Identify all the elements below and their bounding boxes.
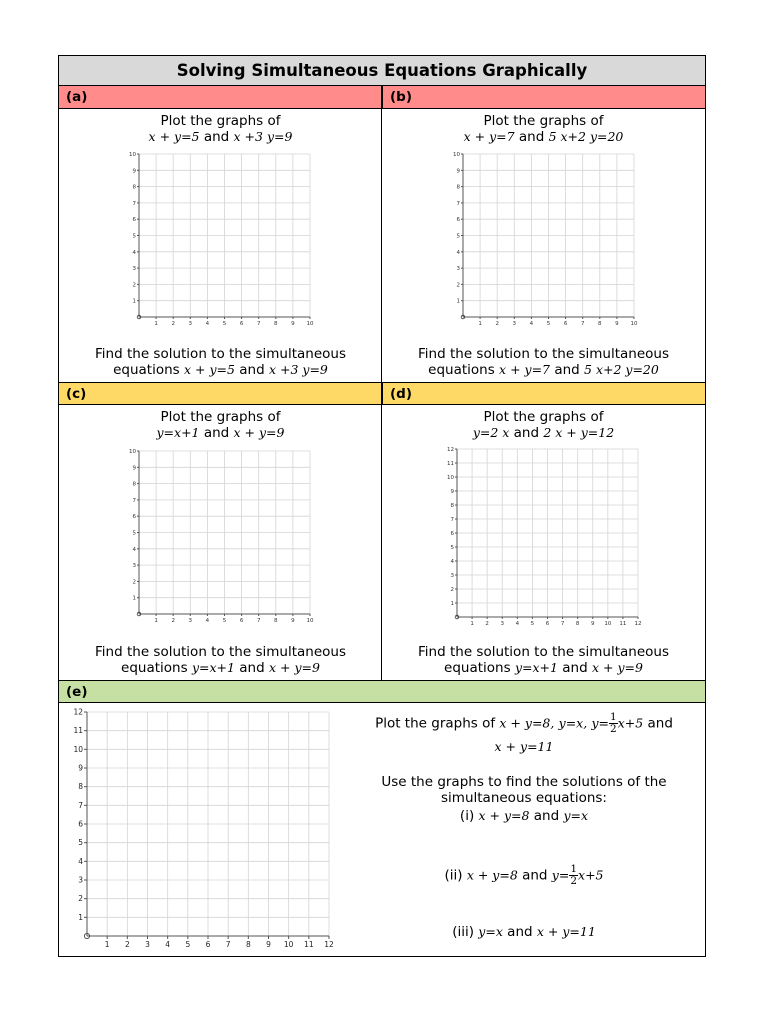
question-i-label: (i)	[459, 808, 475, 824]
x-tick-label: 9	[291, 321, 295, 327]
part-a-find-eq1: x + y=5	[184, 362, 235, 377]
x-tick-label: 7	[256, 618, 261, 624]
part-e-use-line1: Use the graphs to find the solutions of the	[381, 774, 667, 790]
part-b-find-and: and	[554, 362, 580, 378]
part-e-use-text	[344, 774, 704, 806]
question-ii-and: and	[522, 867, 548, 884]
x-tick-label: 2	[485, 621, 489, 627]
part-c-find-line1: Find the solution to the simultaneous	[95, 644, 346, 660]
part-b-graph	[453, 152, 638, 327]
y-tick-label: 4	[456, 249, 460, 256]
x-tick-label: 2	[124, 940, 130, 949]
part-d-eq1: y=2 x	[472, 425, 510, 440]
part-d-find-line1: Find the solution to the simultaneous	[418, 644, 669, 660]
part-e-plot-prefix: Plot the graphs of	[375, 715, 496, 732]
y-tick-label: 8	[450, 503, 454, 509]
x-tick-label: 8	[575, 621, 580, 627]
x-tick-label: 5	[546, 321, 551, 327]
y-tick-label: 3	[132, 266, 136, 273]
y-tick-label: 10	[453, 152, 460, 158]
part-c-and: and	[203, 425, 230, 441]
x-tick-label: 2	[495, 321, 499, 327]
question-i-and: and	[533, 808, 560, 824]
x-tick-label: 5	[530, 621, 535, 627]
question-iii-label: (iii)	[452, 924, 474, 940]
x-tick-label: 6	[545, 621, 550, 627]
part-d-plot-prefix: Plot the graphs of	[483, 409, 604, 425]
y-tick-label: 9	[450, 489, 454, 495]
y-tick-label: 5	[78, 838, 83, 848]
y-tick-label: 9	[132, 168, 136, 175]
x-tick-label: 4	[205, 321, 210, 327]
x-tick-label: 7	[580, 321, 585, 327]
question-ii-eq1: x + y=8	[466, 867, 518, 883]
question-ii-eq2-rhs: x+5	[578, 867, 604, 883]
y-tick-label: 7	[132, 200, 136, 207]
x-tick-label: 12	[324, 940, 334, 949]
part-d-find-eq2: x + y=9	[591, 660, 643, 675]
label-c: (c)	[59, 382, 382, 405]
part-b-find-text	[382, 346, 705, 378]
part-c-plot-text	[59, 409, 382, 441]
part-c-eq2: x + y=9	[233, 425, 285, 440]
part-e-plot-text	[344, 712, 704, 757]
x-tick-label: 1	[154, 321, 158, 327]
x-tick-label: 10	[283, 940, 294, 949]
x-tick-label: 10	[604, 621, 612, 627]
x-tick-label: 4	[529, 321, 534, 327]
y-tick-label: 6	[132, 217, 136, 224]
x-tick-label: 6	[563, 321, 568, 327]
label-b: (b)	[382, 86, 705, 109]
part-e-eq-b: y=x,	[558, 715, 588, 731]
part-b-find-prefix: equations	[428, 362, 495, 378]
x-tick-label: 3	[188, 618, 193, 624]
part-e-question-iii	[344, 924, 704, 940]
question-ii-eq2-lhs: y=	[551, 867, 570, 883]
part-a-find-prefix: equations	[113, 362, 180, 378]
x-tick-label: 1	[154, 618, 158, 624]
x-tick-label: 4	[515, 621, 520, 627]
x-tick-label: 7	[225, 940, 231, 949]
fraction-denominator: 2	[610, 723, 617, 735]
x-tick-label: 9	[615, 321, 619, 327]
x-tick-label: 10	[306, 321, 314, 327]
part-b-eq2: 5 x+2 y=20	[548, 129, 624, 144]
part-d-find-eq1: y=x+1	[514, 660, 558, 675]
y-tick-label: 2	[78, 894, 83, 904]
part-c-graph	[129, 449, 314, 624]
y-tick-label: 6	[450, 531, 454, 537]
part-a-find-eq2: x +3 y=9	[268, 362, 328, 377]
question-iii-eq2: x + y=11	[536, 924, 596, 939]
part-d-plot-text	[382, 409, 705, 441]
y-tick-label: 4	[132, 546, 136, 553]
part-c-find-eq1: y=x+1	[191, 660, 235, 675]
x-tick-label: 10	[306, 618, 314, 624]
worksheet-title: Solving Simultaneous Equations Graphically	[59, 56, 705, 86]
y-tick-label: 8	[132, 184, 136, 191]
x-tick-label: 7	[560, 621, 565, 627]
y-tick-label: 9	[78, 763, 83, 773]
column-divider	[381, 86, 382, 680]
part-e-eq-c-fraction	[609, 712, 618, 735]
part-a-eq1: x + y=5	[148, 129, 200, 144]
fraction-denominator: 2	[570, 875, 578, 887]
x-tick-label: 7	[256, 321, 261, 327]
x-tick-label: 5	[222, 321, 227, 327]
part-d-graph	[447, 447, 642, 627]
y-tick-label: 5	[132, 530, 136, 537]
part-a-plot-prefix: Plot the graphs of	[160, 113, 281, 129]
label-e: (e)	[59, 680, 705, 703]
part-b-plot-prefix: Plot the graphs of	[483, 113, 604, 129]
y-tick-label: 2	[132, 282, 136, 289]
x-tick-label: 9	[291, 618, 295, 624]
x-tick-label: 11	[619, 621, 627, 627]
part-a-plot-text	[59, 113, 382, 145]
y-tick-label: 1	[132, 298, 136, 305]
y-tick-label: 11	[73, 726, 83, 736]
part-e-question-ii	[344, 864, 704, 887]
y-tick-label: 1	[456, 298, 460, 305]
question-iii-and: and	[507, 924, 533, 940]
x-tick-label: 3	[500, 621, 504, 627]
x-tick-label: 2	[171, 618, 175, 624]
x-tick-label: 4	[205, 618, 210, 624]
part-a-find-and: and	[239, 362, 265, 378]
y-tick-label: 3	[78, 875, 83, 885]
x-tick-label: 3	[512, 321, 517, 327]
part-d-find-prefix: equations	[444, 660, 511, 676]
x-tick-label: 6	[239, 618, 244, 624]
label-a: (a)	[59, 86, 382, 109]
y-tick-label: 8	[132, 481, 136, 488]
x-tick-label: 6	[239, 321, 244, 327]
y-tick-label: 5	[132, 233, 136, 240]
part-b-find-eq1: x + y=7	[499, 362, 551, 377]
part-d-and: and	[513, 425, 540, 441]
part-e-and: and	[647, 715, 673, 732]
y-tick-label: 1	[450, 601, 454, 607]
fraction-numerator: 1	[610, 711, 617, 723]
y-tick-label: 4	[132, 249, 136, 256]
x-tick-label: 5	[222, 618, 227, 624]
y-tick-label: 10	[129, 449, 136, 455]
part-a-eq2: x +3 y=9	[233, 129, 293, 144]
x-tick-label: 2	[171, 321, 175, 327]
y-tick-label: 9	[132, 465, 136, 472]
x-tick-label: 1	[104, 940, 110, 949]
y-tick-label: 3	[456, 266, 460, 273]
part-d-eq2: 2 x + y=12	[543, 425, 615, 440]
x-tick-label: 9	[266, 940, 271, 949]
part-a-find-line1: Find the solution to the simultaneous	[95, 346, 346, 362]
y-tick-label: 12	[447, 447, 454, 453]
x-tick-label: 4	[165, 940, 171, 949]
question-ii-fraction	[569, 864, 578, 887]
part-a-find-text	[59, 346, 382, 378]
x-tick-label: 8	[274, 321, 278, 327]
x-tick-label: 9	[591, 621, 595, 627]
x-tick-label: 3	[145, 940, 150, 949]
x-tick-label: 8	[598, 321, 602, 327]
part-e-graph	[73, 707, 334, 950]
y-tick-label: 4	[78, 856, 83, 866]
worksheet	[58, 55, 706, 957]
x-tick-label: 8	[245, 940, 251, 949]
part-b-find-line1: Find the solution to the simultaneous	[418, 346, 669, 362]
y-tick-label: 5	[456, 233, 460, 240]
y-tick-label: 10	[129, 152, 136, 158]
part-c-find-eq2: x + y=9	[268, 660, 320, 675]
part-e-use-line2: simultaneous equations:	[441, 790, 607, 806]
y-tick-label: 11	[447, 461, 454, 467]
y-tick-label: 1	[78, 912, 83, 922]
y-tick-label: 7	[132, 497, 136, 504]
part-c-find-prefix: equations	[121, 660, 188, 676]
fraction-numerator: 1	[570, 863, 578, 875]
y-tick-label: 3	[132, 563, 136, 570]
part-b-find-eq2: 5 x+2 y=20	[584, 362, 659, 377]
y-tick-label: 1	[132, 595, 136, 602]
y-tick-label: 12	[73, 707, 83, 717]
part-a-graph	[129, 152, 314, 327]
x-tick-label: 1	[470, 621, 474, 627]
y-tick-label: 6	[132, 514, 136, 521]
x-tick-label: 3	[188, 321, 193, 327]
part-b-eq1: x + y=7	[463, 129, 515, 144]
part-e-eq-a: x + y=8,	[499, 715, 555, 731]
y-tick-label: 6	[78, 819, 83, 829]
part-c-find-and: and	[239, 660, 265, 676]
question-i-eq1: x + y=8	[478, 808, 530, 823]
part-e-eq-d: x + y=11	[494, 739, 554, 754]
y-tick-label: 5	[450, 545, 454, 551]
part-c-eq1: y=x+1	[156, 425, 200, 440]
y-tick-label: 8	[78, 782, 83, 792]
part-e-eq-c-rhs: x+5	[617, 715, 644, 731]
part-e-eq-c-lhs: y=	[591, 715, 610, 731]
question-iii-eq1: y=x	[478, 924, 503, 939]
part-c-plot-prefix: Plot the graphs of	[160, 409, 281, 425]
part-b-and: and	[518, 129, 545, 145]
y-tick-label: 2	[450, 587, 454, 593]
x-tick-label: 12	[634, 621, 642, 627]
x-tick-label: 6	[205, 940, 211, 949]
x-tick-label: 11	[304, 940, 314, 949]
y-tick-label: 7	[78, 800, 83, 810]
question-i-eq2: y=x	[563, 808, 589, 823]
part-a-and: and	[203, 129, 230, 145]
part-c-find-text	[59, 644, 382, 676]
x-tick-label: 10	[630, 321, 638, 327]
y-tick-label: 7	[450, 517, 454, 523]
y-tick-label: 2	[132, 579, 136, 586]
y-tick-label: 9	[456, 168, 460, 175]
part-b-plot-text	[382, 113, 705, 145]
label-d: (d)	[382, 382, 705, 405]
question-ii-label: (ii)	[444, 867, 463, 884]
y-tick-label: 10	[73, 744, 83, 754]
x-tick-label: 1	[478, 321, 482, 327]
x-tick-label: 8	[274, 618, 278, 624]
part-e-question-i	[344, 808, 704, 824]
y-tick-label: 3	[450, 573, 454, 579]
y-tick-label: 7	[456, 200, 460, 207]
part-d-find-text	[382, 644, 705, 676]
y-tick-label: 8	[456, 184, 460, 191]
part-d-find-and: and	[562, 660, 588, 676]
x-tick-label: 5	[185, 940, 191, 949]
y-tick-label: 2	[456, 282, 460, 289]
y-tick-label: 4	[450, 559, 454, 565]
y-tick-label: 6	[456, 217, 460, 224]
y-tick-label: 10	[447, 475, 454, 481]
